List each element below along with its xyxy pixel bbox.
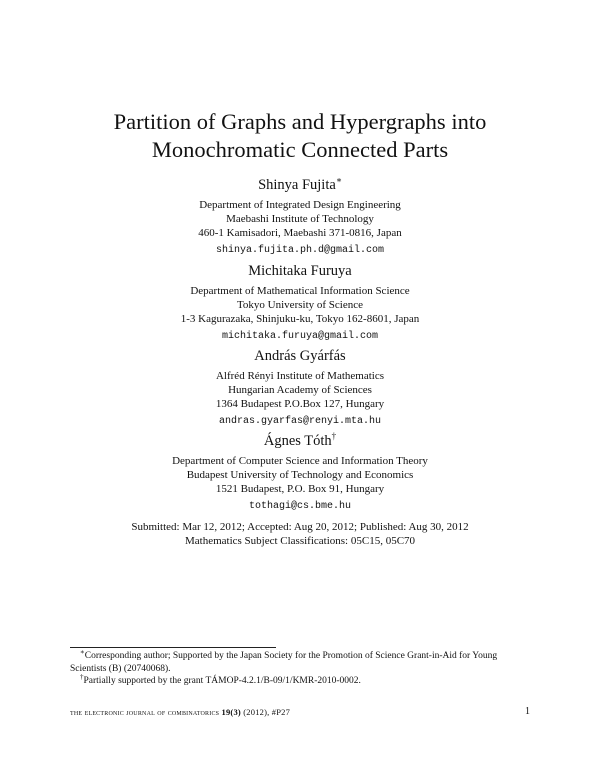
affiliation-line: 1521 Budapest, P.O. Box 91, Hungary [215,483,385,495]
affiliation-line: Alfréd Rényi Institute of Mathematics [215,370,384,382]
author-email: michitaka.furuya@gmail.com [221,331,379,342]
affiliation-line: Budapest University of Technology and Economics [186,469,414,481]
author-name: Ágnes Tóth† [263,431,337,449]
journal-volume: 19(3) [221,707,241,717]
affiliation-line: Department of Computer Science and Information Theory [172,455,428,467]
affiliation-line: 460-1 Kamisadori, Maebashi 371-0816, Japan [198,227,402,239]
affiliation-line: Department of Mathematical Information Science [190,285,410,297]
journal-name: the electronic journal of combinatorics [70,707,220,717]
author-email: tothagi@cs.bme.hu [248,501,352,512]
author-name: Shinya Fujita∗ [258,175,342,193]
author-block-fujita [60,176,540,258]
publication-dates [60,520,540,548]
author-name: Michitaka Furuya [248,263,352,279]
affiliation-line: Tokyo University of Science [236,299,363,311]
title-line-2: Monochromatic Connected Parts [151,137,449,162]
footnote-mark: † [331,431,337,442]
author-block-gyarfas [60,347,540,429]
author-name: András Gyárfás [254,348,346,364]
footnotes [70,647,530,688]
footnote-rule [70,647,276,648]
footnote-1: ∗Corresponding author; Supported by the Japan Society for the Promotion of Science Grant-in-Aid for Young Scientists (B) (20740068). [70,647,498,674]
journal-year-article: (2012), #P27 [243,707,291,717]
author-block-furuya [60,262,540,344]
affiliation-line: 1-3 Kagurazaka, Shinjuku-ku, Tokyo 162-8601, Japan [180,313,420,325]
affiliation-line: Hungarian Academy of Sciences [228,384,372,396]
footnote-2: †Partially supported by the grant TÁMOP-4.2.1/B-09/1/KMR-2010-0002. [80,672,361,686]
affiliation-line: Maebashi Institute of Technology [226,213,374,225]
msc-line: Mathematics Subject Classifications: 05C15, 05C70 [184,535,416,547]
author-email: andras.gyarfas@renyi.mta.hu [218,416,382,427]
author-email: shinya.fujita.ph.d@gmail.com [215,245,385,256]
dates-line: Submitted: Mar 12, 2012; Accepted: Aug 20, 2012; Published: Aug 30, 2012 [131,521,469,533]
affiliation-line: 1364 Budapest P.O.Box 127, Hungary [215,398,385,410]
affiliation-line: Department of Integrated Design Engineering [199,199,401,211]
footnote-mark: ∗ [335,175,342,186]
journal-citation [70,706,290,718]
author-block-toth [60,432,540,514]
paper-title [60,108,540,164]
page-number: 1 [525,706,530,717]
title-line-1: Partition of Graphs and Hypergraphs into [113,109,487,134]
